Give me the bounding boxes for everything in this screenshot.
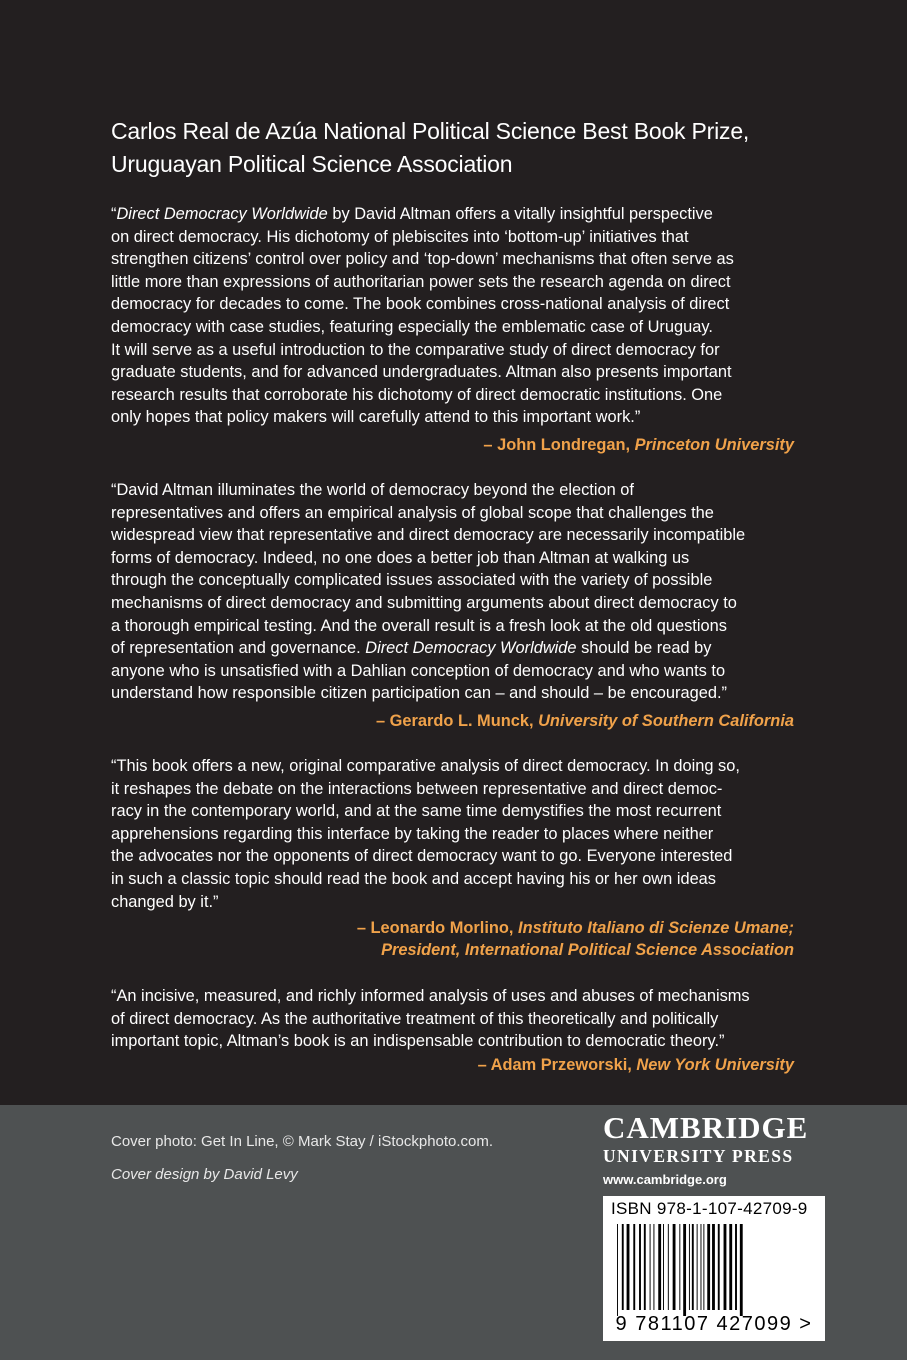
quote-line — [111, 479, 811, 502]
quote-line — [111, 868, 811, 891]
quote-text: understand how responsible citizen participation can – and should – be encouraged.” — [111, 684, 727, 703]
barcode-bar — [673, 1224, 676, 1310]
quote-line — [111, 682, 811, 705]
quote-text: in such a classic topic should read the book and accept having his or her own ideas — [111, 869, 716, 888]
quote-line — [111, 637, 811, 660]
book-title: Direct Democracy Worldwide — [116, 205, 328, 223]
quote-text: “ — [111, 205, 117, 223]
quote-text: graduate students, and for advanced undergraduates. Altman also presents important — [111, 363, 732, 382]
prize-heading — [111, 115, 831, 181]
attribution-affiliation: Instituto Italiano di Scienze Umane; — [518, 919, 794, 937]
cover-photo-credit: Cover photo: Get In Line, © Mark Stay / iStockphoto.com. — [111, 1133, 494, 1150]
barcode-bar — [683, 1224, 686, 1316]
quote-przeworski — [111, 985, 811, 1053]
quote-text: apprehensions regarding this interface by taking the reader to places where neither — [111, 824, 714, 843]
quote-text: of direct democracy. As the authoritative treatment of this theoretically and politically — [111, 1009, 719, 1028]
attribution-name: – John Londregan, — [483, 436, 635, 454]
attribution-munck — [376, 710, 794, 733]
quote-line — [111, 891, 811, 914]
quote-line — [111, 1030, 811, 1053]
quote-line — [111, 569, 811, 592]
quote-text: “An incisive, measured, and richly informed analysis of uses and abuses of mechanisms — [111, 987, 750, 1005]
quote-line — [111, 293, 811, 316]
attribution-morlino — [357, 917, 794, 940]
cover-design-credit: Cover design by David Levy — [111, 1166, 298, 1183]
barcode-bar — [740, 1224, 743, 1316]
barcode-bar — [701, 1224, 702, 1310]
quote-line — [111, 615, 811, 638]
prize-line: Carlos Real de Azúa National Political Science Best Book Prize, — [111, 118, 750, 144]
quote-londregan — [111, 203, 811, 429]
quote-text: little more than expressions of authoritarian power sets the research agenda on direct — [111, 272, 731, 291]
barcode-bar — [692, 1224, 694, 1310]
attribution-affiliation: New York University — [636, 1056, 794, 1074]
barcode-bar — [622, 1224, 624, 1310]
barcode-bar — [644, 1224, 646, 1310]
quote-text: a thorough empirical testing. And the overall result is a fresh look at the old questions — [111, 616, 727, 635]
quote-text: strengthen citizens’ control over policy and ‘top-down’ mechanisms that often serve as — [111, 250, 734, 269]
quote-text: “David Altman illuminates the world of democracy beyond the election of — [111, 481, 634, 499]
quote-line — [111, 384, 811, 407]
barcode-bar — [735, 1224, 737, 1310]
barcode-bar — [658, 1224, 661, 1310]
quote-text: It will serve as a useful introduction to the comparative study of direct democracy for — [111, 340, 720, 359]
attribution-morlino-role — [381, 939, 794, 962]
quote-line — [111, 203, 811, 226]
quote-text: it reshapes the debate on the interactions between representative and direct democ- — [111, 779, 723, 798]
publisher-url: www.cambridge.org — [603, 1172, 727, 1187]
attribution-name: – Gerardo L. Munck, — [375, 712, 539, 730]
quote-text: widespread view that representative and direct democracy are necessarily incompatible — [111, 526, 746, 545]
publisher-name: CAMBRIDGE — [603, 1110, 809, 1145]
quote-line — [111, 406, 811, 429]
quote-text: should be read by — [576, 639, 712, 658]
barcode-bar — [689, 1224, 690, 1310]
quote-line — [111, 845, 811, 868]
quote-line — [111, 660, 811, 683]
quote-text: important topic, Altman’s book is an indispensable contribution to democratic theory.” — [111, 1032, 725, 1051]
quote-line — [111, 361, 811, 384]
attribution-affiliation: President, International Political Science Association — [381, 941, 794, 959]
quote-line — [111, 524, 811, 547]
quote-morlino — [111, 755, 811, 913]
barcode-bar — [653, 1224, 654, 1310]
barcode-bar — [663, 1224, 664, 1310]
quote-text: mechanisms of direct democracy and submitting arguments about direct democracy to — [111, 593, 737, 612]
barcode-bar — [668, 1224, 669, 1310]
quote-text: only hopes that policy makers will carefully attend to this important work.” — [111, 408, 641, 427]
book-title: Direct Democracy Worldwide — [365, 639, 577, 658]
quote-text: research results that corroborate his dichotomy of direct democratic institutions. One — [111, 385, 723, 404]
barcode-bar — [617, 1224, 618, 1316]
isbn-barcode — [603, 1196, 825, 1341]
barcode-bars — [611, 1224, 817, 1316]
attribution-name: – Leonardo Morlino, — [356, 919, 519, 937]
quote-text: changed by it.” — [111, 892, 219, 911]
attribution-affiliation: Princeton University — [634, 436, 794, 454]
quote-text: through the conceptually complicated issues associated with the variety of possible — [111, 571, 713, 590]
quote-line — [111, 502, 811, 525]
quote-line — [111, 248, 811, 271]
quote-text: democracy for decades to come. The book combines cross-national analysis of direct — [111, 295, 730, 314]
isbn-label: ISBN 978-1-107-42709-9 — [611, 1199, 808, 1218]
barcode-bar — [627, 1224, 630, 1310]
barcode-bar — [729, 1224, 732, 1310]
quote-line — [111, 339, 811, 362]
quote-text: racy in the contemporary world, and at the same time demystifies the most recurrent — [111, 802, 722, 821]
publisher-logo — [603, 1110, 828, 1166]
barcode-bar — [718, 1224, 720, 1310]
quote-line — [111, 316, 811, 339]
quote-text: on direct democracy. His dichotomy of plebiscites into ‘bottom-up’ initiatives that — [111, 227, 689, 246]
barcode-bar — [703, 1224, 704, 1310]
barcode-bar — [650, 1224, 651, 1310]
barcode-bar — [707, 1224, 710, 1310]
quote-line — [111, 985, 811, 1008]
prize-line: Uruguayan Political Science Association — [111, 151, 513, 177]
quote-munck — [111, 479, 811, 705]
barcode-bar — [712, 1224, 715, 1310]
barcode-digits: 9 781107 427099 > — [615, 1313, 813, 1335]
publisher-press: UNIVERSITY PRESS — [603, 1146, 794, 1166]
barcode-bar — [639, 1224, 641, 1310]
quote-text: by David Altman offers a vitally insightful perspective — [327, 205, 713, 223]
barcode-bar — [679, 1224, 680, 1310]
quote-line — [111, 592, 811, 615]
attribution-przeworski — [478, 1054, 794, 1077]
barcode-bar — [697, 1224, 698, 1310]
quote-text: forms of democracy. Indeed, no one does a better job than Altman at walking us — [111, 548, 690, 567]
attribution-londregan — [483, 434, 794, 457]
attribution-name: – Adam Przeworski, — [477, 1056, 637, 1074]
quote-text: democracy with case studies, featuring especially the emblematic case of Uruguay. — [111, 317, 713, 336]
quote-text: “This book offers a new, original comparative analysis of direct democracy. In doing so, — [111, 757, 740, 775]
quote-line — [111, 778, 811, 801]
quote-line — [111, 800, 811, 823]
barcode-bar — [633, 1224, 635, 1310]
quote-line — [111, 547, 811, 570]
attribution-affiliation: University of Southern California — [538, 712, 794, 730]
quote-text: the advocates nor the opponents of direct democracy want to go. Everyone interested — [111, 847, 733, 866]
barcode-bar — [724, 1224, 727, 1310]
quote-line — [111, 755, 811, 778]
quote-line — [111, 226, 811, 249]
quote-text: anyone who is unsatisfied with a Dahlian conception of democracy and who wants to — [111, 661, 726, 680]
quote-text: of representation and governance. — [111, 639, 366, 658]
quote-line — [111, 823, 811, 846]
quote-line — [111, 271, 811, 294]
quote-line — [111, 1008, 811, 1031]
quote-text: representatives and offers an empirical analysis of global scope that challenges the — [111, 503, 714, 522]
